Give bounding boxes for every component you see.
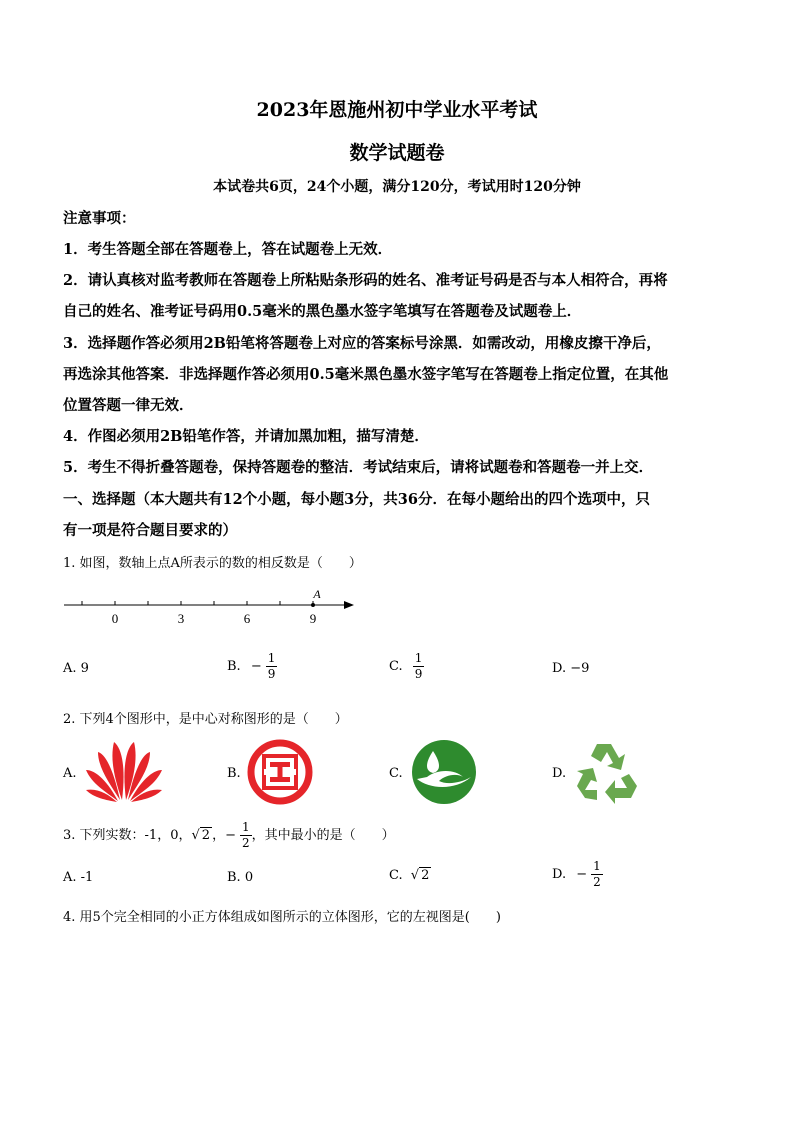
minus-sign: − <box>225 828 236 843</box>
fraction <box>266 651 278 682</box>
exam-title: 2023年恩施州初中学业水平考试 <box>256 99 538 121</box>
note-line: 5．考生不得折叠答题卷，保持答题卷的整洁．考试结束后，请将试题卷和答题卷一并上交． <box>63 459 654 476</box>
arrow-icon <box>344 601 354 609</box>
section-heading: 一、选择题（本大题共有12个小题，每小题3分，共36分．在每小题给出的四个选项中，只 <box>63 491 650 508</box>
icbc-logo-icon <box>247 739 313 805</box>
tick-label: 3 <box>177 611 185 626</box>
q3-text-end: ，其中最小的是（ ） <box>251 828 395 843</box>
note-line: 自己的姓名、准考证号码用0.5毫米的黑色墨水签字笔填写在答题卷及试题卷上． <box>63 303 582 320</box>
q2-option-b-label: B. <box>227 766 241 781</box>
note-line: 3．选择题作答必须用2B铅笔将答题卷上对应的答案标号涂黑．如需改动，用橡皮擦干净后， <box>63 335 661 352</box>
q3-option-a: A. -1 <box>63 870 94 885</box>
recycle-logo-icon <box>571 738 643 806</box>
fraction <box>240 820 252 851</box>
sqrt-expression: √ 2 <box>191 828 211 843</box>
note-line: 位置答题一律无效． <box>63 397 194 414</box>
numerator: 1 <box>267 651 276 665</box>
question-1: 1. 如图，数轴上点A所表示的数的相反数是（ ） <box>63 556 362 571</box>
question-3 <box>63 820 395 851</box>
note-line: 2．请认真核对监考教师在答题卷上所粘贴条形码的姓名、准考证号码是否与本人相符合，再将 <box>63 272 668 289</box>
tick-label: 0 <box>111 611 119 626</box>
sqrt-expression: √ 2 <box>410 868 430 883</box>
minus-sign: − <box>250 659 262 674</box>
note-line: 1．考生答题全部在答题卷上，答在试题卷上无效． <box>63 241 393 258</box>
huawei-logo-icon <box>84 738 164 804</box>
water-drop-logo-icon <box>411 739 477 805</box>
q1-option-c <box>389 651 424 682</box>
tick-label: 6 <box>243 611 251 626</box>
q1-option-a: A. 9 <box>63 661 89 676</box>
option-label: C. <box>389 868 403 883</box>
radicand: 2 <box>201 828 211 843</box>
q2-option-c-label: C. <box>389 766 403 781</box>
denominator: 2 <box>593 875 601 889</box>
exam-subtitle: 数学试题卷 <box>349 142 445 164</box>
fraction <box>591 859 603 890</box>
note-line: 再选涂其他答案．非选择题作答必须用0.5毫米黑色墨水签字笔写在答题卷上指定位置，在其他 <box>63 366 669 383</box>
option-label: C. <box>389 659 403 674</box>
question-4: 4. 用5个完全相同的小正方体组成如图所示的立体图形，它的左视图是( ) <box>63 910 501 925</box>
point-label: A <box>313 587 321 601</box>
notes-heading: 注意事项： <box>63 210 136 227</box>
minus-sign: − <box>576 867 588 882</box>
point-a <box>311 603 315 607</box>
section-heading-cont: 有一项是符合题目要求的） <box>63 522 237 539</box>
exam-info: 本试卷共6页，24个小题，满分120分，考试用时120分钟 <box>213 179 581 195</box>
numerator: 1 <box>241 820 250 834</box>
denominator: 9 <box>267 667 276 681</box>
q1-option-b <box>227 651 277 682</box>
denominator: 9 <box>414 667 423 681</box>
q3-separator: ， <box>212 828 226 843</box>
radicand: 2 <box>421 868 430 883</box>
q3-option-c <box>389 868 431 883</box>
numerator: 1 <box>414 651 423 665</box>
note-line: 4．作图必须用2B铅笔作答，并请加黑加粗，描写清楚． <box>63 428 429 445</box>
option-label: B. <box>227 659 241 674</box>
q3-option-b: B. 0 <box>227 870 254 885</box>
q3-option-d <box>552 859 603 890</box>
denominator: 2 <box>241 836 250 850</box>
number-line <box>60 585 360 630</box>
q3-text: 3. 下列实数：-1，0， <box>63 828 192 843</box>
numerator: 1 <box>593 859 601 873</box>
tick-label: 9 <box>309 611 317 626</box>
fraction <box>413 651 425 682</box>
q2-option-d-label: D. <box>552 766 567 781</box>
q1-option-d: D. −9 <box>552 661 590 676</box>
q2-option-a-label: A. <box>63 766 77 781</box>
question-2: 2. 下列4个图形中，是中心对称图形的是（ ） <box>63 712 348 727</box>
option-label: D. <box>552 867 567 882</box>
